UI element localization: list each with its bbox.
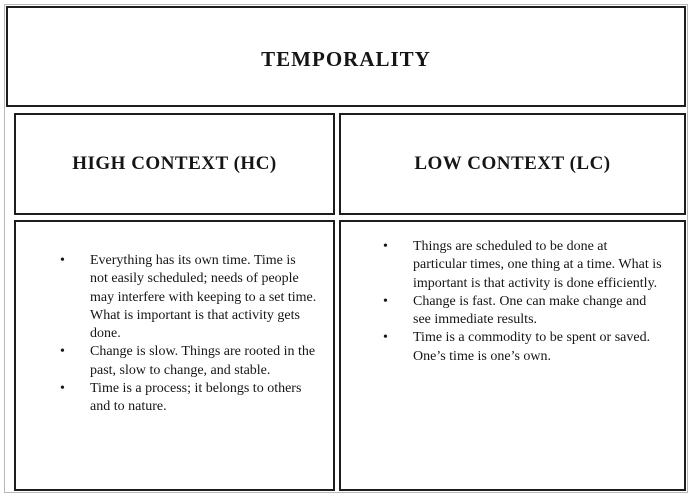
bullet-item: • Change is fast. One can make change and see immediate results. [383,293,664,330]
column-header-cell-low-context [339,113,686,215]
column-header-high-context: HIGH CONTEXT (HC) [72,153,277,174]
column-body-cell-high-context [14,220,335,491]
column-header-low-context: LOW CONTEXT (LC) [414,153,611,174]
table-title-cell [6,6,686,107]
column-header-cell-high-context [14,113,335,215]
bullet-item: • Everything has its own time. Time is not easily scheduled; needs of people may interfere with keeping to a set time. What is important is that activity gets done. [60,252,317,343]
bullet-list-low-context [341,222,684,366]
bullet-item: • Things are scheduled to be done at particular times, one thing at a time. What is important is that activity is done efficiently. [383,238,664,293]
bullet-item: • Time is a commodity to be spent or saved. One’s time is one’s own. [383,329,664,366]
bullet-item: • Time is a process; it belongs to others and to nature. [60,380,317,417]
bullet-list-high-context [16,222,333,417]
table-title: TEMPORALITY [261,47,431,71]
bullet-item: • Change is slow. Things are rooted in the past, slow to change, and stable. [60,343,317,380]
column-body-cell-low-context [339,220,686,491]
